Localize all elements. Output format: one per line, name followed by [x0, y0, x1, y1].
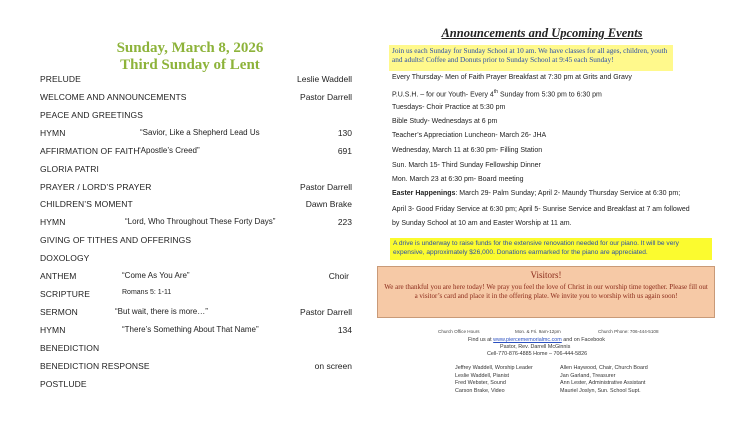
order-item-leader: 134	[337, 325, 352, 335]
easter-events-cont: April 3- Good Friday Service at 6:30 pm; April 5- Sunrise Service and Breakfast at 7 am followed	[392, 206, 690, 213]
order-item-name: PEACE AND GREETINGS	[40, 110, 143, 120]
website-line: Find us at www.piercememorialmc.com and on Facebook	[468, 337, 605, 343]
order-item-leader: Pastor Darrell	[300, 182, 352, 192]
event-item: Sun. March 15- Third Sunday Fellowship Dinner	[392, 162, 541, 169]
order-item-name: HYMN	[40, 128, 66, 138]
visitors-title: Visitors!	[530, 270, 562, 280]
order-item-name: BENEDICTION RESPONSE	[40, 361, 150, 371]
visitors-message: We are thankful you are here today! We pray you feel the love of Christ in our worship time together. Please fill out a visitor’s card and place it in the offering plate. We invite you to worship with us again soon!	[384, 283, 708, 300]
order-item-name: POSTLUDE	[40, 379, 87, 389]
order-item-leader: 130	[337, 128, 352, 138]
liturgical-sunday: Third Sunday of Lent	[120, 57, 260, 73]
event-item: Wednesday, March 11 at 6:30 pm- Filling Station	[392, 147, 543, 154]
order-item-leader: Leslie Waddell	[297, 74, 352, 84]
event-item: Mon. March 23 at 6:30 pm- Board meeting	[392, 176, 524, 183]
piano-drive-notice: A drive is underway to raise funds for the extensive renovation needed for our piano. It will be very expensive, approximately $26,000. Donations earmarked for the piano are appreciated.	[390, 238, 712, 260]
order-item-name: AFFIRMATION OF FAITH	[40, 146, 140, 156]
order-item-name: ANTHEM	[40, 271, 77, 281]
order-item-name: SCRIPTURE	[40, 289, 91, 299]
event-item: Teacher’s Appreciation Luncheon- March 26- JHA	[392, 132, 547, 139]
order-item-name: BENEDICTION	[40, 343, 100, 353]
church-phone: Church Phone: 706-444-5108	[598, 329, 659, 334]
order-item-name: DOXOLOGY	[40, 253, 90, 263]
office-hours-label: Church Office Hours	[438, 329, 480, 334]
order-item-name: HYMN	[40, 325, 66, 335]
order-item-name: WELCOME AND ANNOUNCEMENTS	[40, 92, 187, 102]
order-item-leader: 691	[337, 146, 352, 156]
office-hours: Mon. & Fri. 9am-12pm	[515, 329, 561, 334]
order-item-detail: “Come As You Are”	[122, 271, 190, 280]
order-item-name: PRELUDE	[40, 74, 81, 84]
visitors-box	[377, 266, 715, 318]
order-item-name: SERMON	[40, 307, 78, 317]
event-item: Every Thursday- Men of Faith Prayer Breakfast at 7:30 pm at Grits and Gravy	[392, 74, 632, 81]
order-item-name: CHILDREN’S MOMENT	[40, 199, 133, 209]
order-item-detail: “Apostle’s Creed”	[138, 146, 200, 155]
easter-events-cont: by Sunday School at 10 am and Easter Worship at 11 am.	[392, 220, 572, 227]
service-date: Sunday, March 8, 2026	[116, 40, 264, 56]
order-item-leader: 223	[337, 217, 352, 227]
pastor-name: Pastor, Rev. Darrell McGinnis	[500, 344, 571, 350]
event-item: Tuesdays- Choir Practice at 5:30 pm	[392, 104, 506, 111]
order-item-leader: Pastor Darrell	[300, 307, 352, 317]
order-item-name: HYMN	[40, 217, 66, 227]
order-item-detail: Romans 5: 1-11	[122, 289, 172, 296]
announcements-title: Announcements and Upcoming Events	[441, 26, 643, 40]
order-item-leader: Pastor Darrell	[300, 92, 352, 102]
order-item-leader: Dawn Brake	[305, 199, 352, 209]
order-item-detail: “But wait, there is more…”	[115, 307, 208, 316]
website-link[interactable]: www.piercememorialmc.com	[493, 337, 562, 343]
easter-events: Easter Happenings: March 29- Palm Sunday; April 2- Maundy Thursday Service at 6:30 pm;	[392, 190, 681, 197]
order-item-name: GLORIA PATRI	[40, 164, 99, 174]
order-item-detail: “Lord, Who Throughout These Forty Days”	[125, 217, 276, 226]
order-item-name: PRAYER / LORD’S PRAYER	[40, 182, 152, 192]
pastor-phones: Cell-770-876-4885 Home – 706-444-5826	[487, 351, 588, 357]
event-item: Bible Study- Wednesdays at 6 pm	[392, 118, 498, 125]
order-item-name: GIVING OF TITHES AND OFFERINGS	[40, 235, 192, 245]
order-item-leader: on screen	[314, 361, 352, 371]
order-item-detail: “Savior, Like a Shepherd Lead Us	[140, 128, 260, 137]
staff-list-right: Allen Haywood, Chair, Church Board Jan Garland, Treasurer Ann Lester, Administrative Assistant Mauriel Joslyn, Sun. School Supt.	[560, 365, 648, 394]
staff-list-left: Jeffrey Waddell, Worship Leader Leslie Waddell, Pianist Fred Webster, Sound Carson Brake, Video	[455, 365, 533, 394]
order-item-leader: Choir	[328, 271, 349, 281]
event-item: P.U.S.H. – for our Youth- Every 4th Sunday from 5:30 pm to 6:30 pm	[392, 89, 602, 99]
order-item-detail: “There’s Something About That Name”	[122, 325, 259, 334]
sunday-school-notice: Join us each Sunday for Sunday School at 10 am. We have classes for all ages, children, youth and adults! Coffee and Donuts prior to Sunday School at 9:45 each Sunday!	[389, 45, 673, 71]
